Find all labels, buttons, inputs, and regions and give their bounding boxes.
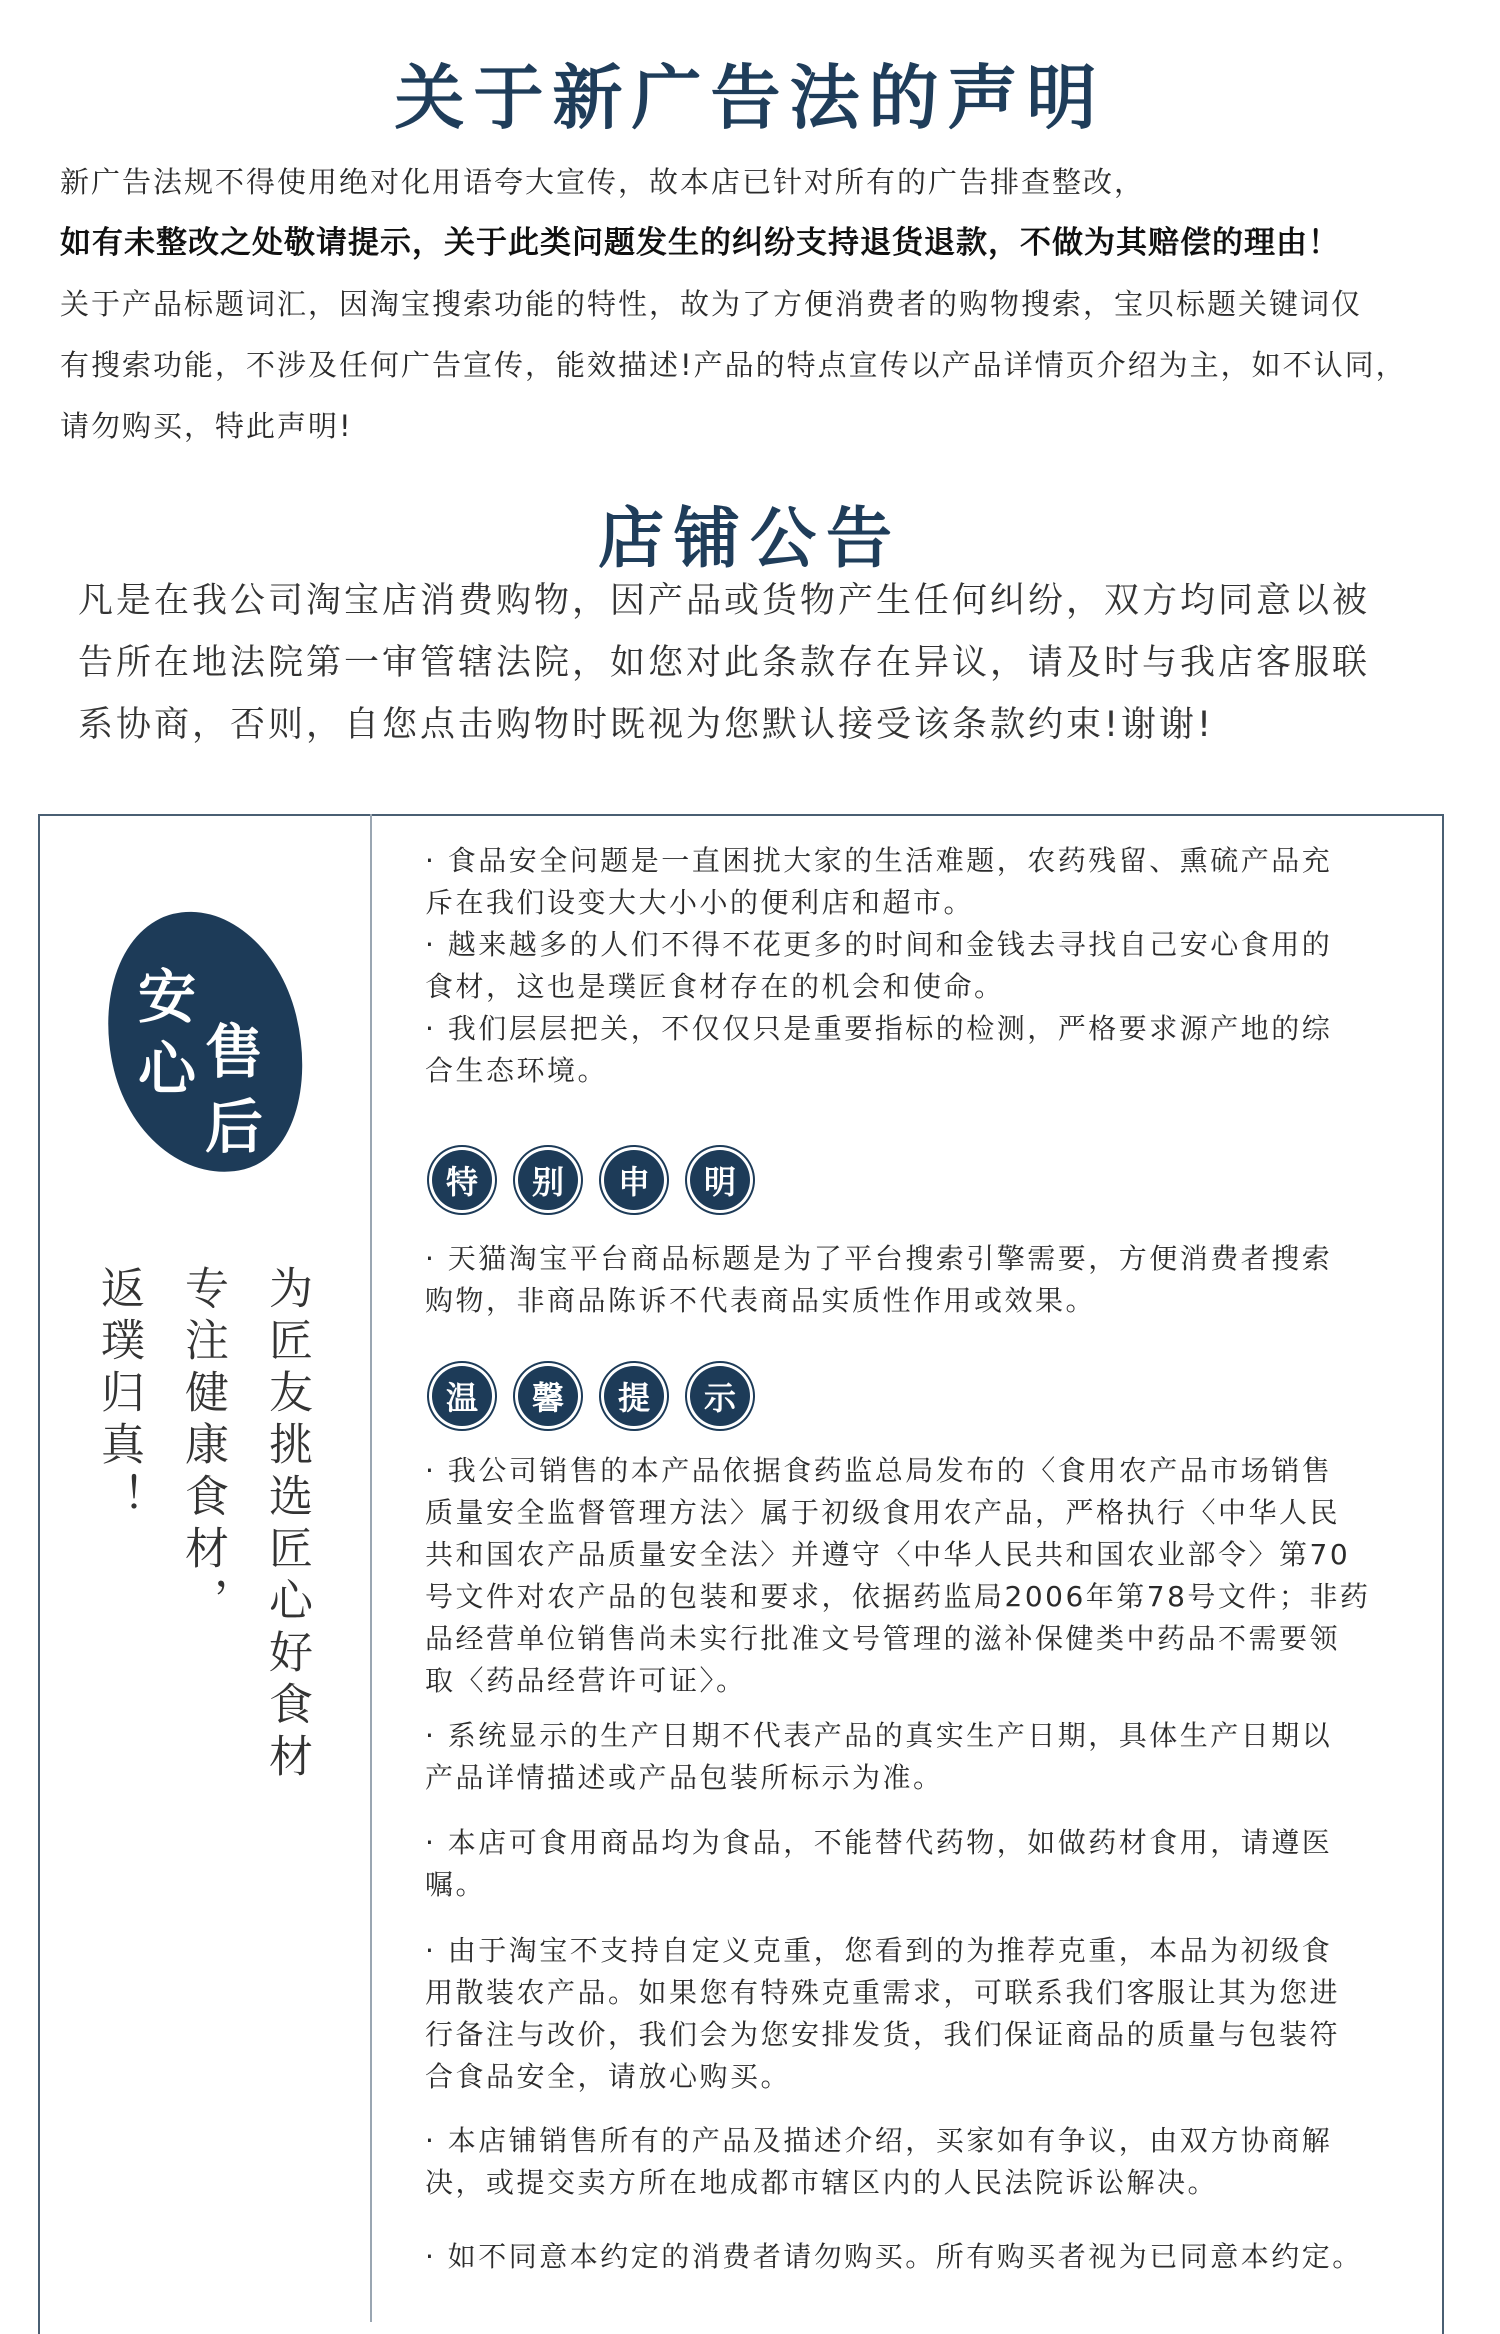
tip-line: 产品详情描述或产品包装所标示为准。 bbox=[425, 1761, 944, 1794]
tip-item bbox=[425, 1450, 1405, 1702]
tip-line: 品经营单位销售尚未实行批准文号管理的滋补保健类中药品不需要领 bbox=[425, 1622, 1341, 1655]
tip-line: · 如不同意本约定的消费者请勿购买。所有购买者视为已同意本约定。 bbox=[425, 2240, 1363, 2273]
special-line: · 天猫淘宝平台商品标题是为了平台搜索引擎需要，方便消费者搜索 bbox=[425, 1242, 1333, 1275]
tip-item bbox=[425, 2236, 1405, 2278]
special-statement-heading bbox=[432, 1150, 750, 1210]
heading-badge: 示 bbox=[690, 1366, 750, 1426]
heading-badge: 别 bbox=[518, 1150, 578, 1210]
heading-badge: 馨 bbox=[518, 1366, 578, 1426]
shop-notice-title: 店铺公告 bbox=[598, 500, 902, 577]
heading-badge: 提 bbox=[604, 1366, 664, 1426]
declaration-line-emphasis: 如有未整改之处敬请提示，关于此类问题发生的纠纷支持退货退款，不做为其赔偿的理由！ bbox=[60, 225, 1340, 261]
tip-line: · 本店铺销售所有的产品及描述介绍，买家如有争议，由双方协商解 bbox=[425, 2124, 1333, 2157]
tip-line: 用散装农产品。如果您有特殊克重需求，可联系我们客服让其为您进 bbox=[425, 1976, 1341, 2009]
safety-line: 斥在我们设变大大小小的便利店和超市。 bbox=[425, 886, 975, 919]
tip-line: · 由于淘宝不支持自定义克重，您看到的为推荐克重，本品为初级食 bbox=[425, 1934, 1333, 1967]
special-line: 购物，非商品陈诉不代表商品实质性作用或效果。 bbox=[425, 1284, 1097, 1317]
tip-line: 行备注与改价，我们会为您安排发货，我们保证商品的质量与包装符 bbox=[425, 2018, 1341, 2051]
tip-line: 取〈药品经营许可证〉。 bbox=[425, 1664, 747, 1697]
frame-divider bbox=[370, 814, 372, 2322]
shop-notice-body bbox=[78, 570, 1438, 756]
declaration-line: 新广告法规不得使用绝对化用语夸大宣传，故本店已针对所有的广告排查整改， bbox=[60, 165, 1146, 199]
declaration-body bbox=[60, 152, 1460, 457]
slogan-column: 专注健康食材， bbox=[177, 1265, 228, 1629]
tip-line: 号文件对农产品的包装和要求，依据药监局2006年第78号文件；非药 bbox=[425, 1580, 1371, 1613]
special-statement-body bbox=[425, 1238, 1405, 1322]
tip-line: 质量安全监督管理方法〉属于初级食用农产品，严格执行〈中华人民 bbox=[425, 1496, 1341, 1529]
warm-tips-heading bbox=[432, 1366, 750, 1426]
heading-badge: 明 bbox=[690, 1150, 750, 1210]
tip-item bbox=[425, 1822, 1405, 1906]
tip-line: · 系统显示的生产日期不代表产品的真实生产日期，具体生产日期以 bbox=[425, 1719, 1333, 1752]
notice-line: 告所在地法院第一审管辖法院，如您对此条款存在异议，请及时与我店客服联 bbox=[78, 643, 1371, 683]
slogan-column: 为匠友挑选匠心好食材 bbox=[261, 1265, 312, 1785]
tip-line: 决，或提交卖方所在地成都市辖区内的人民法院诉讼解决。 bbox=[425, 2166, 1219, 2199]
safety-line: · 食品安全问题是一直困扰大家的生活难题，农药残留、熏硫产品充 bbox=[425, 844, 1333, 877]
slogan-column: 返璞归真！ bbox=[93, 1265, 144, 1525]
notice-line: 系协商，否则，自您点击购物时既视为您默认接受该条款约束!谢谢! bbox=[78, 705, 1215, 745]
tip-line: 合食品安全，请放心购买。 bbox=[425, 2060, 792, 2093]
declaration-line: 关于产品标题词汇，因淘宝搜索功能的特性，故为了方便消费者的购物搜索，宝贝标题关键词仅 bbox=[60, 287, 1363, 321]
declaration-line: 请勿购买，特此声明! bbox=[60, 409, 353, 443]
safety-line: 食材，这也是璞匠食材存在的机会和使命。 bbox=[425, 970, 1005, 1003]
heading-badge: 特 bbox=[432, 1150, 492, 1210]
tip-item bbox=[425, 1715, 1405, 1799]
badge-char: 心 bbox=[138, 1035, 197, 1103]
tip-line: 嘱。 bbox=[425, 1868, 487, 1901]
notice-line: 凡是在我公司淘宝店消费购物，因产品或货物产生任何纠纷，双方均同意以被 bbox=[78, 581, 1371, 621]
heading-badge: 温 bbox=[432, 1366, 492, 1426]
heading-badge: 申 bbox=[604, 1150, 664, 1210]
declaration-title: 关于新广告法的声明 bbox=[394, 57, 1106, 139]
tip-item bbox=[425, 1930, 1405, 2098]
tip-line: 共和国农产品质量安全法〉并遵守〈中华人民共和国农业部令〉第70 bbox=[425, 1538, 1351, 1571]
safety-line: 合生态环境。 bbox=[425, 1054, 609, 1087]
safety-line: · 我们层层把关，不仅仅只是重要指标的检测，严格要求源产地的综 bbox=[425, 1012, 1333, 1045]
declaration-line: 有搜索功能，不涉及任何广告宣传，能效描述!产品的特点宣传以产品详情页介绍为主，如不认同， bbox=[60, 348, 1407, 382]
badge-char: 安 bbox=[138, 963, 197, 1031]
badge-char: 后 bbox=[205, 1093, 264, 1161]
badge-char: 售 bbox=[205, 1018, 264, 1086]
tip-item bbox=[425, 2120, 1405, 2204]
safety-section bbox=[425, 840, 1405, 1092]
tip-line: · 我公司销售的本产品依据食药监总局发布的〈食用农产品市场销售 bbox=[425, 1454, 1333, 1487]
tip-line: · 本店可食用商品均为食品，不能替代药物，如做药材食用，请遵医 bbox=[425, 1826, 1333, 1859]
safety-line: · 越来越多的人们不得不花更多的时间和金钱去寻找自己安心食用的 bbox=[425, 928, 1333, 961]
